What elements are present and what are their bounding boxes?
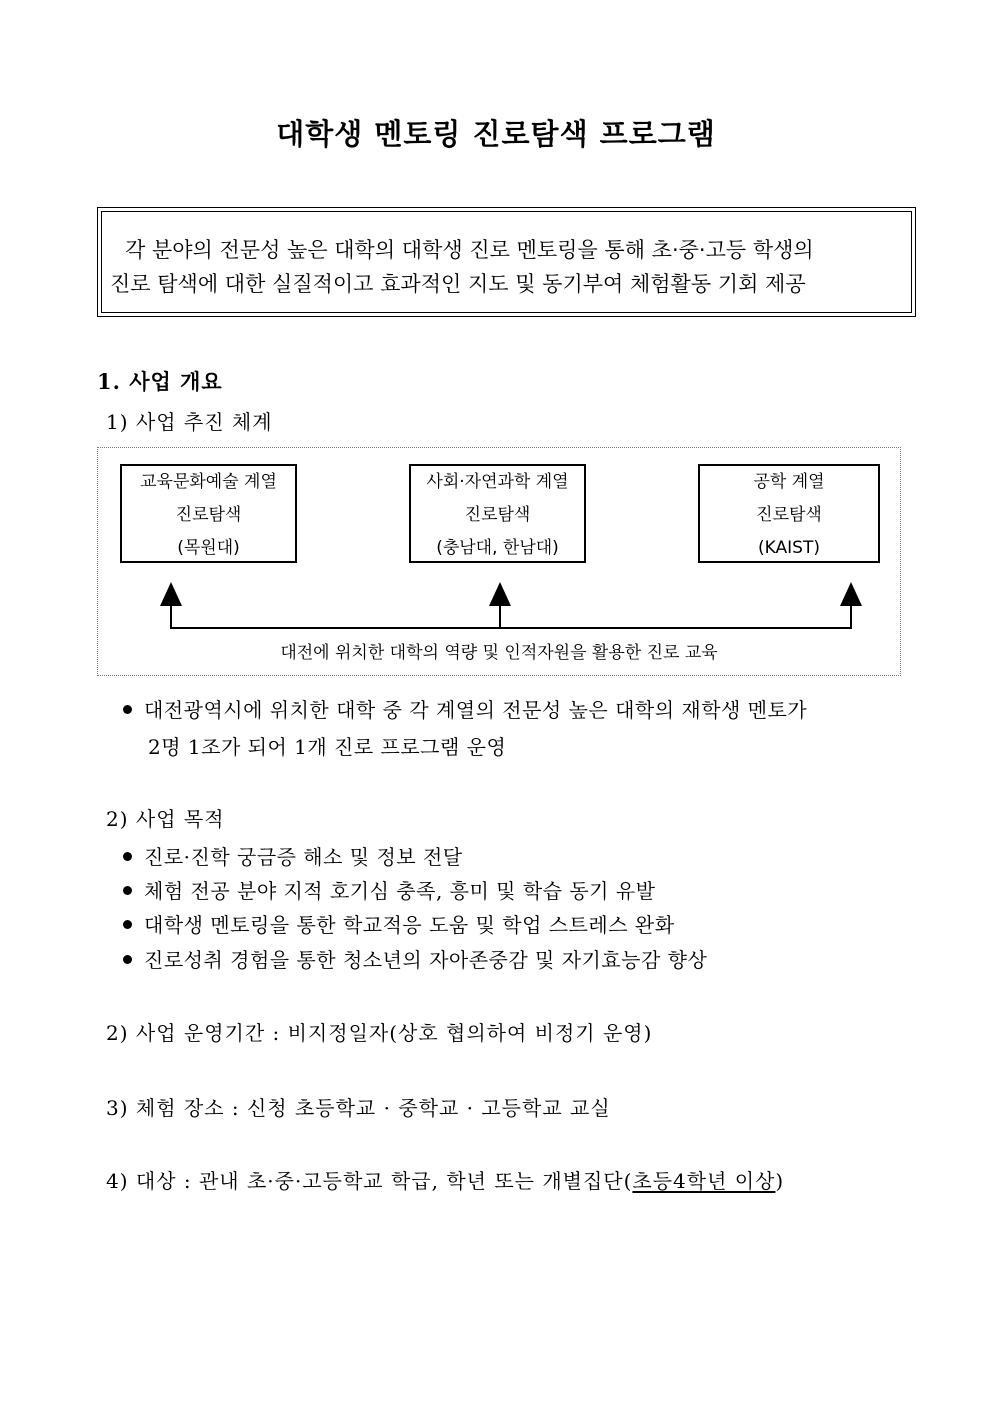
list-item	[123, 694, 807, 723]
list-item	[123, 909, 675, 938]
diagram-box-program: 진로탐색	[464, 505, 531, 525]
structure-diagram	[97, 447, 901, 676]
target-text-end: )	[775, 1169, 785, 1193]
subsection-purpose: 2) 사업 목적	[106, 807, 225, 831]
list-item-continuation: 2명 1조가 되어 1개 진로 프로그램 운영	[148, 735, 507, 759]
diagram-box-program: 진로탐색	[175, 505, 242, 525]
bullet-icon	[123, 705, 132, 714]
connector-line	[171, 606, 851, 628]
list-item-text: 진로·진학 궁금증 해소 및 정보 전달	[144, 845, 463, 869]
diagram-box-program: 진로탐색	[756, 505, 822, 525]
section-heading: 1. 사업 개요	[97, 369, 223, 394]
subsection-target	[106, 1165, 784, 1194]
target-emphasis: 초등4학년 이상	[632, 1169, 776, 1193]
subsection-period: 2) 사업 운영기간 : 비지정일자(상호 협의하여 비정기 운영)	[106, 1021, 653, 1045]
list-item	[123, 841, 463, 870]
list-item-text: 대학생 멘토링을 통한 학교적응 도움 및 학업 스트레스 완화	[144, 913, 675, 937]
bullet-icon	[123, 920, 132, 929]
bullet-icon	[123, 852, 132, 861]
arrow-up-icon	[489, 582, 511, 606]
summary-box	[97, 207, 916, 317]
diagram-box-university: (목원대)	[177, 538, 240, 558]
summary-line-2: 진로 탐색에 대한 실질적이고 효과적인 지도 및 동기부여 체험활동 기회 제공	[110, 272, 806, 296]
list-item-text: 대전광역시에 위치한 대학 중 각 계열의 전문성 높은 대학의 재학생 멘토가	[144, 698, 808, 722]
bullet-icon	[123, 886, 132, 895]
diagram-box-field: 교육문화예술 계열	[140, 472, 277, 492]
diagram-box-field: 사회·자연과학 계열	[426, 472, 569, 492]
list-item-text: 체험 전공 분야 지적 호기심 충족, 흥미 및 학습 동기 유발	[144, 879, 656, 903]
target-text: 4) 대상 : 관내 초·중·고등학교 학급, 학년 또는 개별집단(	[106, 1169, 633, 1193]
summary-line-1: 각 분야의 전문성 높은 대학의 대학생 진로 멘토링을 통해 초·중·고등 학생의	[125, 238, 814, 262]
arrow-up-icon	[840, 582, 862, 606]
page-title: 대학생 멘토링 진로탐색 프로그램	[276, 117, 716, 151]
list-item-text: 진로성취 경험을 통한 청소년의 자아존중감 및 자기효능감 향상	[144, 948, 708, 972]
diagram-caption: 대전에 위치한 대학의 역량 및 인적자원을 활용한 진로 교육	[280, 643, 718, 663]
summary-inner-border	[101, 211, 912, 313]
subsection-place: 3) 체험 장소 : 신청 초등학교 · 중학교 · 고등학교 교실	[106, 1096, 611, 1120]
subsection-structure: 1) 사업 추진 체계	[106, 410, 273, 434]
bullet-icon	[123, 955, 132, 964]
list-item	[123, 875, 655, 904]
diagram-box-university: (KAIST)	[758, 538, 820, 558]
arrow-up-icon	[160, 582, 182, 606]
list-item	[123, 944, 707, 973]
diagram-box-university: (충남대, 한남대)	[436, 538, 559, 558]
diagram-box-field: 공학 계열	[753, 472, 825, 492]
